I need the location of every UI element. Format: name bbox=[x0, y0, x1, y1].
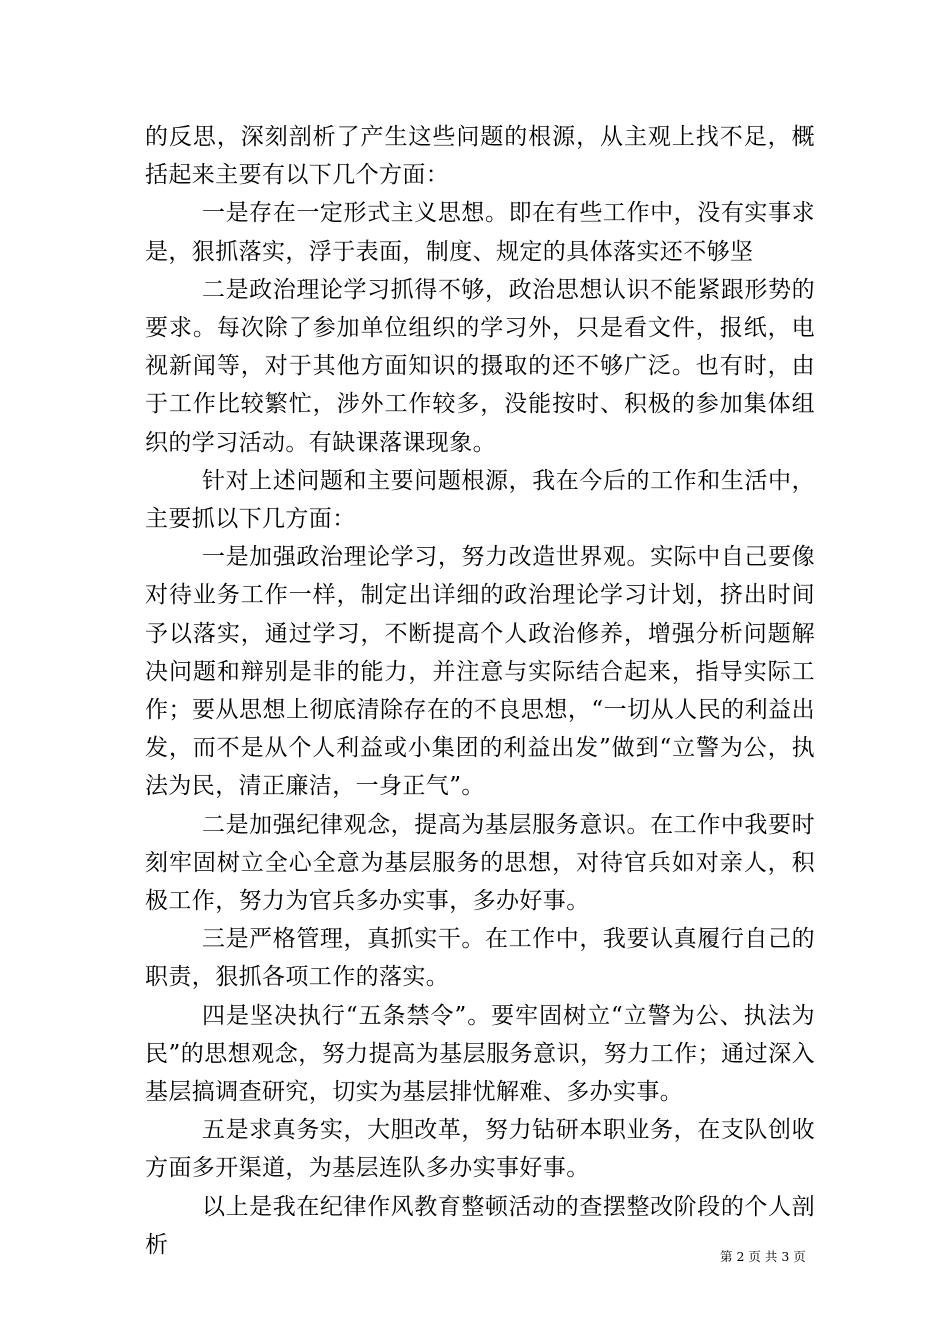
paragraph-10: 以上是我在纪律作风教育整顿活动的查摆整改阶段的个人剖析 bbox=[145, 1193, 815, 1258]
paragraph-8: 四是坚决执行“五条禁令”。要牢固树立“立警为公、执法为民”的思想观念，努力提高为基层服务意识，努力工作；通过深入基层搞调查研究，切实为基层排忧解难、多办实事。 bbox=[145, 1002, 815, 1106]
page-number-footer: 第 2 页 共 3 页 bbox=[720, 1249, 806, 1264]
paragraph-1: 的反思，深刻剖析了产生这些问题的根源，从主观上找不足，概括起来主要有以下几个方面： bbox=[145, 124, 815, 189]
paragraph-6: 二是加强纪律观念，提高为基层服务意识。在工作中我要时刻牢固树立全心全意为基层服务的思想，对待官兵如对亲人，积极工作，努力为官兵多办实事，多办好事。 bbox=[145, 811, 815, 915]
paragraph-3: 二是政治理论学习抓得不够，政治思想认识不能紧跟形势的要求。每次除了参加单位组织的学习外，只是看文件，报纸，电视新闻等，对于其他方面知识的摄取的还不够广泛。也有时，由于工作比较繁忙，涉外工作较多，没能按时、积极的参加集体组织的学习活动。有缺课落课现象。 bbox=[145, 276, 815, 456]
paragraph-7: 三是严格管理，真抓实干。在工作中，我要认真履行自己的职责，狠抓各项工作的落实。 bbox=[145, 926, 815, 991]
paragraph-9: 五是求真务实，大胆改革，努力钻研本职业务，在支队创收方面多开渠道，为基层连队多办实事好事。 bbox=[145, 1117, 815, 1182]
paragraph-2: 一是存在一定形式主义思想。即在有些工作中，没有实事求是，狠抓落实，浮于表面，制度、规定的具体落实还不够坚 bbox=[145, 200, 815, 265]
paragraph-5: 一是加强政治理论学习，努力改造世界观。实际中自己要像对待业务工作一样，制定出详细的政治理论学习计划，挤出时间予以落实，通过学习，不断提高个人政治修养，增强分析问题解决问题和辩别是非的能力，并注意与实际结合起来，指导实际工作；要从思想上彻底清除存在的不良思想，“一切从人民的利益出发，而不是从个人利益或小集团的利益出发”做到“立警为公，执法为民，清正廉洁，一身正气”。 bbox=[145, 544, 815, 800]
document-body bbox=[145, 118, 815, 1264]
paragraph-4: 针对上述问题和主要问题根源，我在今后的工作和生活中，主要抓以下几方面： bbox=[145, 467, 815, 533]
